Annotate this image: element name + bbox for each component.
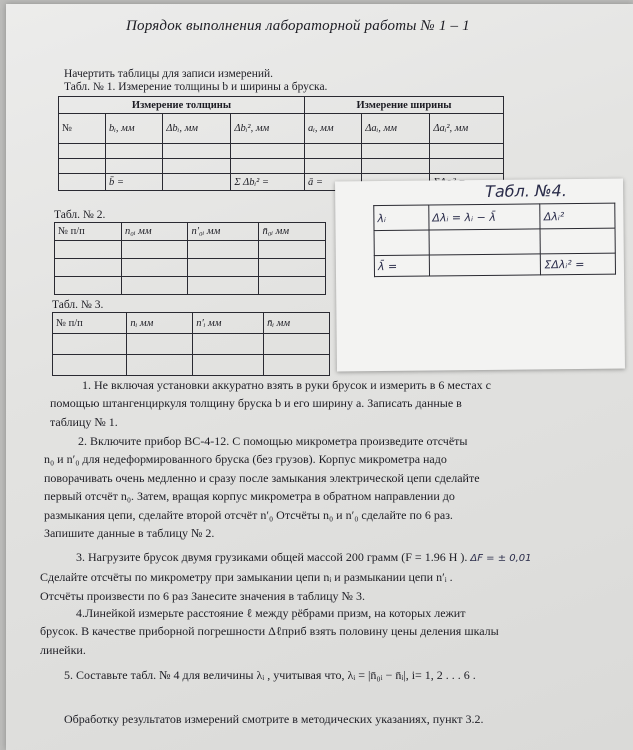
table1 [58, 96, 504, 191]
table1-header: bᵢ, мм [106, 114, 163, 144]
text-line: n₀ и n′₀ для недеформированного бруска (без грузов). Корпус микрометра надо [44, 452, 447, 467]
table-cell [163, 174, 231, 191]
table-cell [264, 334, 330, 355]
paragraph-4 [40, 604, 630, 659]
table2-header-row [55, 223, 326, 241]
paragraph-6: Обработку результатов измерений смотрите в методических указаниях, пункт 3.2. [64, 712, 484, 726]
text-line: Сделайте отсчёты по микрометру при замыкании цепи nᵢ и размыкании цепи n′ᵢ . [40, 570, 453, 585]
table4-mean: λ̄ = [374, 255, 429, 277]
table1-b-mean: b̄ = [106, 174, 163, 191]
table4-header: λᵢ [374, 205, 429, 231]
table-cell [55, 259, 122, 277]
table-row [55, 241, 326, 259]
table4-caption: Табл. №4. [485, 181, 567, 201]
text-line: 1. Не включая установки аккуратно взять в руки брусок и измерить в 6 местах с [82, 378, 491, 392]
table4 [373, 203, 616, 278]
table-cell [193, 355, 264, 376]
table-cell [259, 241, 326, 259]
table-cell [374, 230, 429, 256]
table1-header: Δaᵢ, мм [362, 114, 430, 144]
handwritten-note: ΔF = ± 0,01 [470, 553, 532, 564]
table-row [53, 355, 330, 376]
table-row [55, 259, 326, 277]
table-cell [188, 277, 259, 295]
table-row [53, 334, 330, 355]
table-cell [259, 277, 326, 295]
table4-footer-row [374, 253, 615, 277]
table-row [55, 277, 326, 295]
document-sheet [6, 4, 633, 750]
paragraph-1 [50, 376, 620, 431]
table-cell [193, 334, 264, 355]
table-cell [121, 277, 188, 295]
table-cell [429, 254, 541, 276]
table4-sum: ΣΔλᵢ² = [541, 253, 616, 275]
table-cell [59, 144, 106, 159]
text-line: брусок. В качестве приборной погрешности Δℓприб взять половину цены деления шкалы [40, 624, 499, 639]
table-cell [55, 241, 122, 259]
table1-group-row [59, 97, 504, 114]
table-cell [59, 174, 106, 191]
table-cell [430, 144, 504, 159]
intro-text: Начертить таблицы для записи измерений. [64, 68, 274, 80]
table-cell [121, 241, 188, 259]
paragraph-2 [44, 432, 624, 542]
table-cell [304, 159, 361, 174]
table-cell [430, 159, 504, 174]
table4-header: Δλᵢ = λᵢ − λ̄ [429, 204, 541, 230]
text-line: поворачивать очень медленно и сразу после замыкания электрической цепи сделайте [44, 470, 480, 485]
table-cell [231, 144, 305, 159]
table2-header: n̄₀ᵢ мм [259, 223, 326, 241]
table-cell [163, 144, 231, 159]
table-cell [429, 229, 541, 255]
table-cell [127, 334, 193, 355]
table-cell [53, 355, 127, 376]
paragraph-3 [40, 548, 630, 605]
table1-header: aᵢ, мм [304, 114, 361, 144]
text-line [40, 548, 630, 568]
table-cell [106, 159, 163, 174]
table3-caption: Табл. № 3. [52, 299, 104, 311]
table-cell [362, 159, 430, 174]
taped-note [335, 178, 625, 371]
table-row [59, 159, 504, 174]
table1-group-width: Измерение ширины [304, 97, 503, 114]
table2-header: № п/п [55, 223, 122, 241]
table-cell [540, 228, 615, 254]
table-cell [106, 144, 163, 159]
table-cell [127, 355, 193, 376]
text-line: Запишите данные в таблицу № 2. [44, 526, 215, 541]
table2-header: n₀ᵢ мм [121, 223, 188, 241]
table2-header: n′₀ᵢ мм [188, 223, 259, 241]
text-line: линейки. [40, 642, 86, 657]
text-line: размыкания цепи, сделайте второй отсчёт n′₀ Отсчёты n₀ и n′₀ сделайте по 6 раз. [44, 507, 453, 522]
page-title: Порядок выполнения лабораторной работы № 1 – 1 [126, 18, 470, 34]
table-cell [264, 355, 330, 376]
table2-caption: Табл. № 2. [54, 209, 106, 221]
table3-header: nᵢ мм [127, 313, 193, 334]
table1-caption: Табл. № 1. Измерение толщины b и ширины a бруска. [64, 81, 328, 93]
table-row [374, 228, 615, 256]
table1-group-thickness: Измерение толщины [59, 97, 305, 114]
table1-header: Δaᵢ², мм [430, 114, 504, 144]
table-cell [362, 144, 430, 159]
table-row [59, 144, 504, 159]
table1-header-row [59, 114, 504, 144]
text-line: 4.Линейкой измерьте расстояние ℓ между рёбрами призм, на которых лежит [76, 606, 466, 620]
table3-header: n̄ᵢ мм [264, 313, 330, 334]
table1-header: № [59, 114, 106, 144]
text-line: Отсчёты произвести по 6 раз Занесите значения в таблицу № 3. [40, 588, 366, 603]
table4-header: Δλᵢ² [540, 203, 615, 229]
table3 [52, 312, 330, 376]
table-cell [163, 159, 231, 174]
text-line: таблицу № 1. [50, 414, 118, 429]
table3-header: n′ᵢ мм [193, 313, 264, 334]
table-cell [188, 259, 259, 277]
table-cell [304, 144, 361, 159]
table1-header: Δbᵢ², мм [231, 114, 305, 144]
table-cell [259, 259, 326, 277]
table-cell [55, 277, 122, 295]
table3-header: № п/п [53, 313, 127, 334]
table3-header-row [53, 313, 330, 334]
table1-header: Δbᵢ, мм [163, 114, 231, 144]
text-line-part: 3. Нагрузите брусок двумя грузиками общей массой 200 грамм (F = 1.96 H ). [76, 550, 468, 564]
table-cell [59, 159, 106, 174]
table1-a-mean: ā = [304, 174, 361, 191]
table-cell [188, 241, 259, 259]
table-cell [53, 334, 127, 355]
table-cell [231, 159, 305, 174]
table4-header-row [374, 203, 615, 231]
paragraph-5: 5. Составьте табл. № 4 для величины λᵢ , учитывая что, λᵢ = |n̄₀ᵢ − n̄ᵢ|, i= 1, 2 . . . 6 . [64, 668, 476, 682]
table1-sum-db2: Σ Δbᵢ² = [231, 174, 305, 191]
text-line: 2. Включите прибор ВС-4-12. С помощью микрометра произведите отсчёты [78, 434, 468, 448]
text-line: первый отсчёт n₀. Затем, вращая корпус микрометра в обратном направлении до [44, 489, 455, 504]
text-line: помощью штангенциркуля толщину бруска b и его ширину a. Записать данные в [50, 396, 462, 411]
table-cell [121, 259, 188, 277]
table2 [54, 222, 326, 295]
